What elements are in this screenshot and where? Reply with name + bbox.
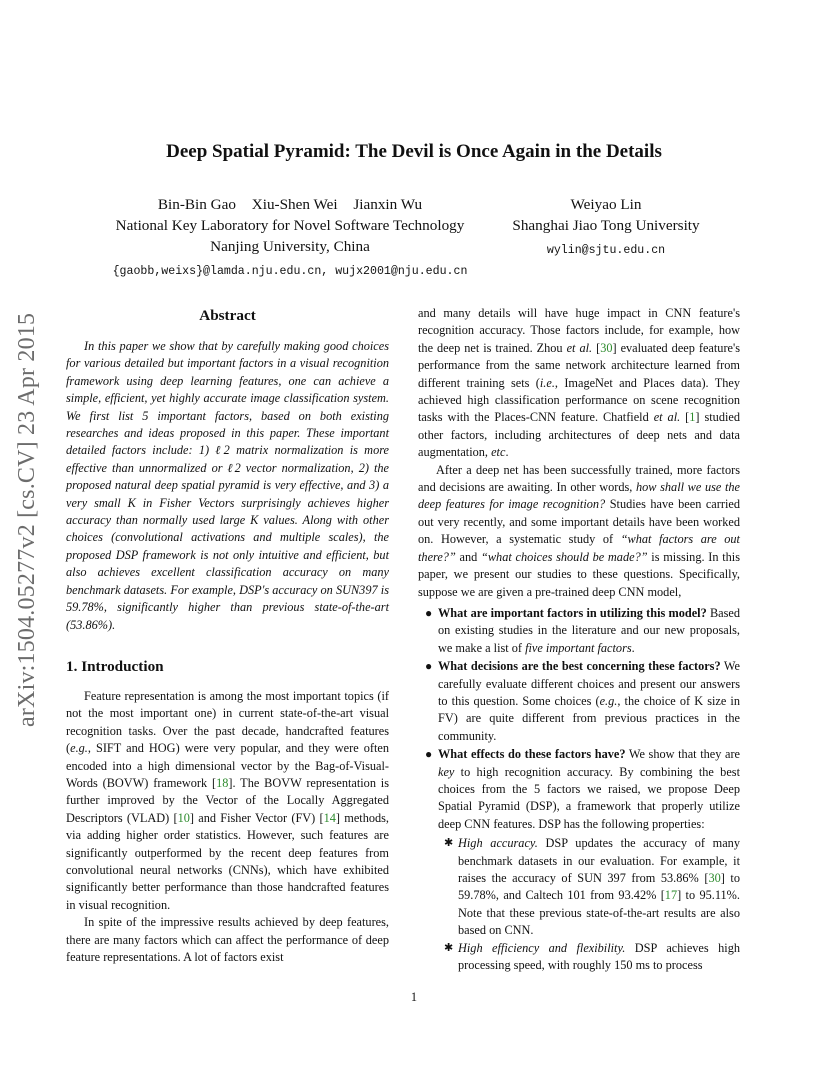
paper-title: Deep Spatial Pyramid: The Devil is Once Again in the Details (166, 141, 662, 162)
text-run: etc (491, 445, 506, 460)
property-list (438, 835, 740, 974)
sub-list-item (438, 835, 740, 939)
text-run: DSP achieves high processing speed, with roughly 150 ms to process (458, 940, 740, 973)
citation-link[interactable]: 14 (323, 810, 336, 825)
citation-link[interactable]: 1 (689, 410, 696, 425)
text-run: , SIFT and HOG) were very popular, and they were often encoded into a high dimensional vector by the Bag-of-Visual-Words (BOVW) framework [ (66, 741, 389, 790)
text-run: Studies have been carried out very recently, and some important details have been worked on. However, a systematic study of (418, 497, 740, 547)
text-run: , the choice of K size in FV) are quite different from previous practices in the community. (438, 693, 740, 743)
contribution-list (418, 605, 740, 975)
text-run: and (455, 549, 482, 564)
list-item (418, 746, 740, 974)
author-email[interactable]: {gaobb,weixs}@lamda.nju.edu.cn, wujx2001@nju.edu.cn (112, 265, 468, 278)
text-run: et al. (653, 410, 681, 425)
text-run: , ImageNet and Places data). They achieved high classification performance on scene recognition tasks with the Places-CNN feature. Chatfield (418, 375, 740, 425)
text-run: . (505, 445, 509, 460)
paragraph (418, 462, 740, 601)
text-run: Based on existing studies in the literature and our new proposals, we make a list of (438, 605, 740, 655)
author-names (90, 194, 490, 215)
text-run: . (631, 640, 635, 655)
paragraph (66, 688, 389, 914)
authors-block-left (90, 194, 490, 282)
paragraph: In spite of the impressive results achieved by deep features, there are many factors which can affect the performance of deep feature representations. A lot of factors exist (66, 915, 389, 964)
bullet-icon: ● (425, 747, 433, 762)
text-run: i.e. (539, 375, 555, 390)
bullet-icon: ● (425, 659, 433, 674)
citation-link[interactable]: 30 (600, 340, 613, 355)
sub-list-item (438, 940, 740, 975)
sub-item-lead: High accuracy. (458, 836, 538, 851)
text-run: how shall we use the deep features for image recognition? (418, 480, 741, 512)
text-run: [ (680, 410, 690, 425)
abstract-text: In this paper we show that by carefully making good choices for various detailed but important factors in a visual recognition framework using deep learning features, one can achieve a simple, efficient, yet highly accurate image classification system. We first list 5 important factors, based on both existing researches and ideas proposed in this paper. These important detailed factors include: 1) ℓ2 matrix normalization is more effective than unnormalized or ℓ2 vector normalization, 2) the proposed natural deep spatial pyramid is very effective, and 3) a very small K in Fisher Vectors surprisingly achieves higher accuracy than normally used large K values. Along with other choices (convolutional activations and multiple scales), the proposed DSP framework is not only intuitive and efficient, but also achieves excellent classification accuracy on many benchmark datasets. For example, DSP's accuracy on SUN397 is 59.78%, significantly higher than previous state-of-the-art (53.86%). (66, 339, 389, 632)
text-run: We carefully evaluate different choices and present our answers to this question. Some choices ( (438, 659, 740, 708)
citation-link[interactable]: 30 (708, 871, 721, 885)
text-run: ] to 59.78%, and Caltech 101 from 93.42% [ (458, 871, 740, 903)
author-name: Jianxin Wu (353, 196, 423, 213)
authors-block-right (500, 194, 712, 261)
asterisk-icon: ✱ (444, 941, 454, 954)
text-run: [ (592, 340, 601, 355)
author-name: Bin-Bin Gao (157, 196, 236, 213)
arxiv-stamp: arXiv:1504.05277v2 [cs.CV] 23 Apr 2015 (14, 312, 40, 728)
bullet-icon: ● (425, 605, 433, 620)
list-item-lead: What decisions are the best concerning these factors? (438, 659, 721, 674)
text-run: “what choices should be made?” (481, 549, 648, 564)
citation-link[interactable]: 18 (216, 775, 229, 790)
asterisk-icon: ✱ (444, 837, 454, 850)
text-run: Feature representation is among the most important topics (if not the most important one) in current state-of-the-art visual recognition tasks. Over the past decade, handcrafted features ( (66, 688, 389, 756)
author-email[interactable]: wylin@sjtu.edu.cn (546, 244, 666, 257)
sub-item-lead: High efficiency and flexibility. (458, 940, 626, 955)
citation-link[interactable]: 10 (177, 810, 190, 825)
text-run: e.g. (70, 741, 88, 756)
text-run: ] and Fisher Vector (FV) [ (189, 810, 324, 825)
affiliation: Nanjing University, China (210, 238, 370, 255)
text-run: After a deep net has been successfully trained, more factors and decisions are awaiting. In other words, (418, 462, 740, 495)
author-name: Xiu-Shen Wei (251, 196, 338, 213)
text-run: and many details will have huge impact in CNN feature's recognition accuracy. Those factors include, for example, how the deep net is trained. Zhou (418, 306, 740, 355)
abstract-heading: Abstract (199, 307, 256, 324)
list-item (418, 605, 740, 657)
list-item-lead: What are important factors in utilizing this model? (438, 605, 707, 620)
paragraph (418, 305, 740, 462)
text-run: We show that they are (625, 747, 740, 762)
text-run: DSP updates the accuracy of many benchmark datasets in our evaluation. For example, it raises the accuracy of SUN 397 from 53.86% [ (458, 836, 740, 885)
text-run: to high recognition accuracy. By combining the best choices from the 5 factors we raised, we propose Deep Spatial Pyramid (DSP), a framework that properly utilize deep CNN features. DSP has the following properties: (438, 764, 740, 831)
text-run: five important factors (525, 640, 632, 655)
text-run: ] studied other factors, including architectures of deep nets and data augmentation, (418, 410, 740, 460)
text-run: ] evaluated deep feature's performance from the same network architecture learned from different training sets ( (418, 340, 741, 390)
section-heading: 1. Introduction (66, 657, 164, 675)
text-run: is missing. In this paper, we present our studies to these questions. Specifically, suppose we are given a pre-trained deep CNN model, (418, 549, 740, 599)
page-number: 1 (410, 990, 418, 1004)
list-item (418, 658, 740, 745)
text-run: ] methods, via adding higher order statistics. However, such features are significantly outperformed by the recent deep features from convolutional neural networks (CNNs), which have exhibited significantly better performance than those handcrafted features in visual recognition. (66, 810, 390, 912)
left-column (66, 305, 389, 966)
text-run: key (438, 764, 455, 779)
affiliation: Shanghai Jiao Tong University (512, 217, 700, 234)
text-run: “what factors are out there?” (418, 532, 740, 564)
text-run: e.g. (599, 693, 618, 708)
text-run: ]. The BOVW representation is further improved by the Vector of the Locally Aggregated Descriptors (VLAD) [ (66, 775, 390, 825)
list-item-lead: What effects do these factors have? (438, 747, 626, 762)
text-run: ] to 95.11%. Note that these previous state-of-the-art results are also based on CNN. (458, 888, 740, 938)
affiliation: National Key Laboratory for Novel Software Technology (115, 217, 465, 234)
author-name: Weiyao Lin (570, 196, 642, 213)
text-run: et al. (566, 340, 593, 355)
citation-link[interactable]: 17 (664, 888, 678, 903)
right-column (418, 305, 740, 975)
